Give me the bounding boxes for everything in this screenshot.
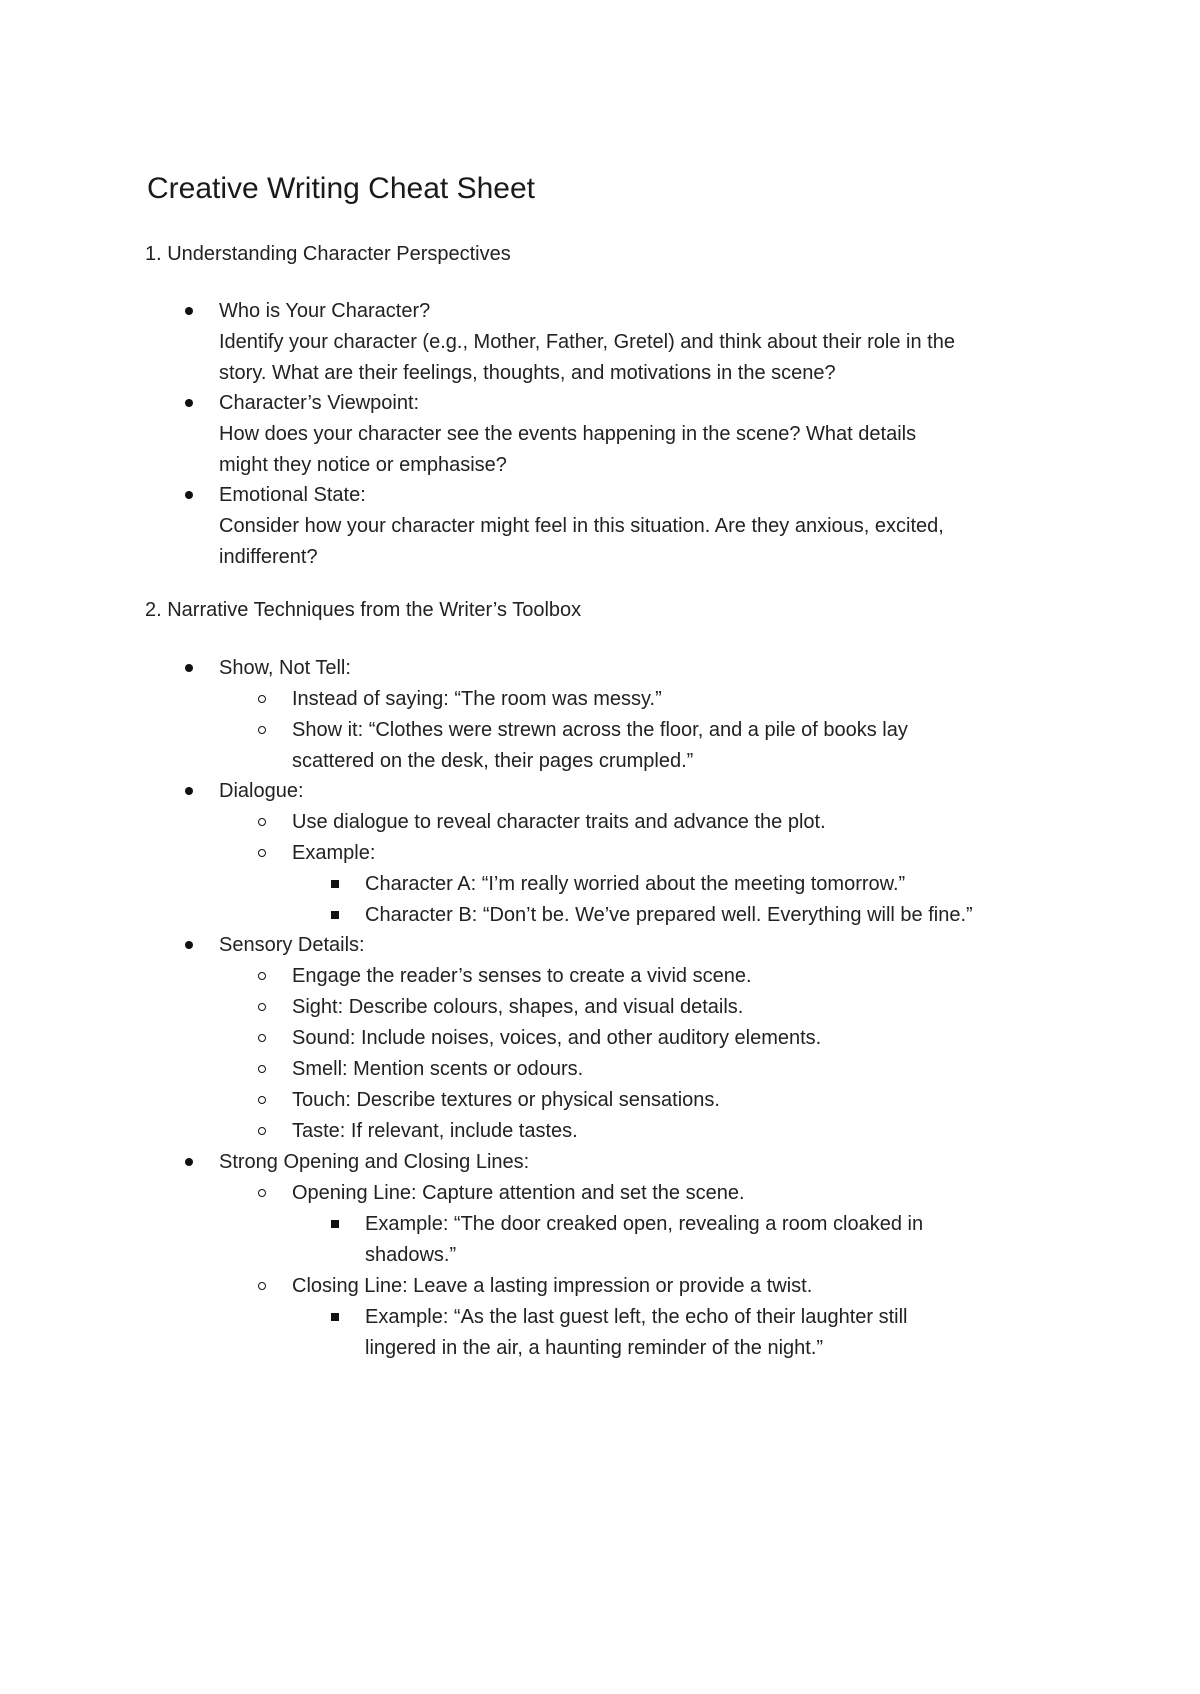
bullet-dot-icon	[185, 664, 193, 672]
example-item: shadows.”	[365, 1244, 457, 1266]
item-text: story. What are their feelings, thoughts, and motivations in the scene?	[219, 362, 836, 384]
example-item: lingered in the air, a haunting reminder of the night.”	[365, 1337, 824, 1359]
bullet-circle-icon	[258, 849, 266, 857]
example-item: Example: “The door creaked open, revealing a room cloaked in	[365, 1213, 924, 1235]
item-text: How does your character see the events happening in the scene? What details	[219, 423, 917, 445]
sub-item: Smell: Mention scents or odours.	[292, 1058, 584, 1080]
item-text: Consider how your character might feel in this situation. Are they anxious, excited,	[219, 515, 944, 537]
item-text: indifferent?	[219, 546, 318, 568]
bullet-dot-icon	[185, 1158, 193, 1166]
bullet-dot-icon	[185, 491, 193, 499]
bullet-circle-icon	[258, 1282, 266, 1290]
bullet-circle-icon	[258, 1127, 266, 1135]
sub-item: Closing Line: Leave a lasting impression or provide a twist.	[292, 1275, 813, 1297]
bullet-dot-icon	[185, 787, 193, 795]
bullet-square-icon	[331, 911, 339, 919]
sub-item: Example:	[292, 842, 376, 864]
item-label: Emotional State:	[219, 484, 366, 506]
item-text: might they notice or emphasise?	[219, 454, 507, 476]
bullet-circle-icon	[258, 726, 266, 734]
sub-item: scattered on the desk, their pages crumpled.”	[292, 750, 694, 772]
bullet-circle-icon	[258, 695, 266, 703]
bullet-circle-icon	[258, 1034, 266, 1042]
bullet-circle-icon	[258, 1096, 266, 1104]
section-2-heading: 2. Narrative Techniques from the Writer’s Toolbox	[145, 599, 582, 621]
example-item: Example: “As the last guest left, the echo of their laughter still	[365, 1306, 908, 1328]
bullet-square-icon	[331, 880, 339, 888]
bullet-circle-icon	[258, 972, 266, 980]
bullet-circle-icon	[258, 1065, 266, 1073]
item-label: Who is Your Character?	[219, 300, 431, 322]
item-label: Sensory Details:	[219, 934, 365, 956]
sub-item: Instead of saying: “The room was messy.”	[292, 688, 662, 710]
bullet-square-icon	[331, 1313, 339, 1321]
sub-item: Engage the reader’s senses to create a vivid scene.	[292, 965, 752, 987]
item-label: Dialogue:	[219, 780, 304, 802]
bullet-circle-icon	[258, 1189, 266, 1197]
item-text: Identify your character (e.g., Mother, Father, Gretel) and think about their role in the	[219, 331, 955, 353]
item-label: Show, Not Tell:	[219, 657, 351, 679]
sub-item: Sight: Describe colours, shapes, and visual details.	[292, 996, 744, 1018]
document-title: Creative Writing Cheat Sheet	[147, 172, 535, 205]
example-item: Character A: “I’m really worried about the meeting tomorrow.”	[365, 873, 906, 895]
sub-item: Use dialogue to reveal character traits and advance the plot.	[292, 811, 826, 833]
item-label: Character’s Viewpoint:	[219, 392, 420, 414]
bullet-dot-icon	[185, 941, 193, 949]
bullet-circle-icon	[258, 1003, 266, 1011]
sub-item: Touch: Describe textures or physical sensations.	[292, 1089, 720, 1111]
bullet-dot-icon	[185, 399, 193, 407]
bullet-dot-icon	[185, 307, 193, 315]
item-label: Strong Opening and Closing Lines:	[219, 1151, 530, 1173]
sub-item: Show it: “Clothes were strewn across the floor, and a pile of books lay	[292, 719, 908, 741]
sub-item: Taste: If relevant, include tastes.	[292, 1120, 578, 1142]
bullet-square-icon	[331, 1220, 339, 1228]
sub-item: Sound: Include noises, voices, and other auditory elements.	[292, 1027, 822, 1049]
example-item: Character B: “Don’t be. We’ve prepared well. Everything will be fine.”	[365, 904, 973, 926]
sub-item: Opening Line: Capture attention and set the scene.	[292, 1182, 745, 1204]
bullet-circle-icon	[258, 818, 266, 826]
section-1-heading: 1. Understanding Character Perspectives	[145, 243, 511, 265]
